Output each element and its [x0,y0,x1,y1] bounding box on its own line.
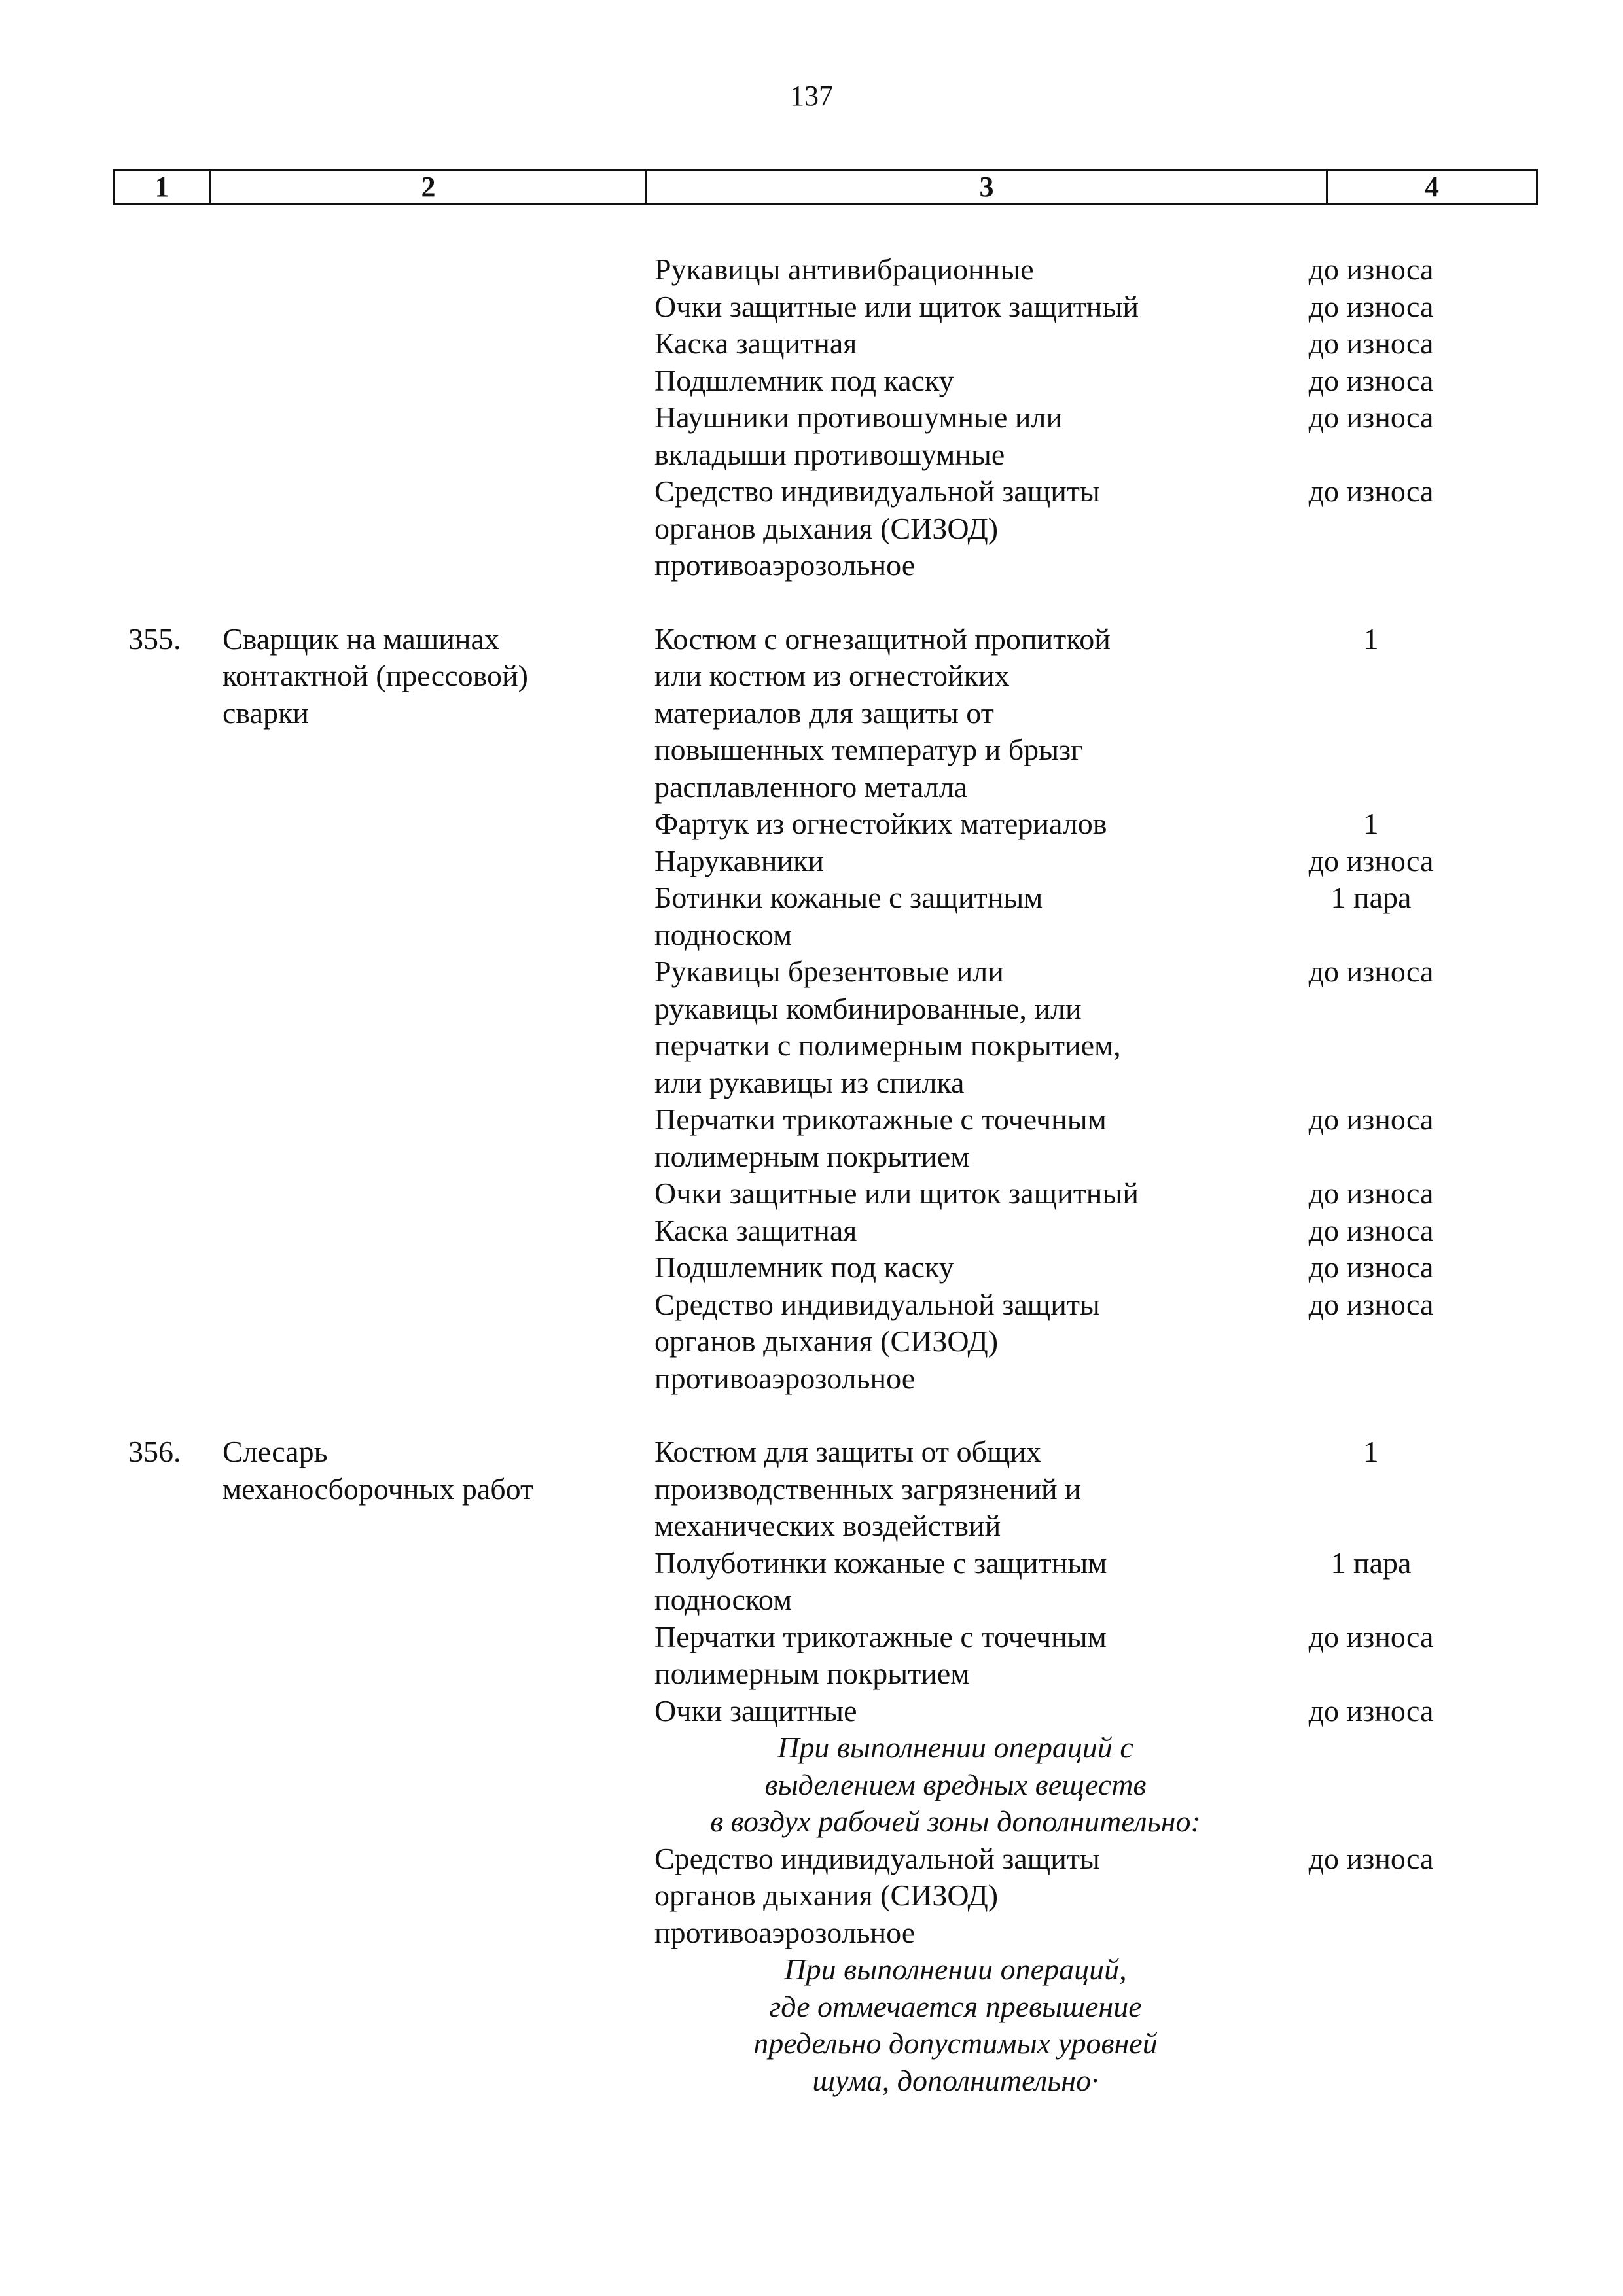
ppe-item-line: перчатки с полимерным покрытием, [654,1029,1121,1062]
table-row [0,1545,1623,1619]
ppe-norm: до износа [1308,1213,1434,1247]
table-row [0,1286,1623,1398]
ppe-item [654,399,1230,473]
ppe-item-line: Фартук из огнестойких материалов [654,807,1107,840]
ppe-norm: до износа [1308,955,1434,988]
ppe-item-line: Средство индивидуальной защиты [654,1841,1100,1875]
ppe-item-line: Нарукавники [654,843,825,877]
ppe-item-line: Подшлемник под каску [654,363,954,397]
entry-continuation [0,251,1623,584]
ppe-norm: 1 пара [1330,881,1412,914]
ppe-item-line: Рукавицы антивибрационные [654,253,1034,286]
ppe-item-line: Средство индивидуальной защиты [654,1287,1100,1321]
condition-note-line: При выполнении операций с [777,1731,1133,1764]
condition-note-line: предельно допустимых уровней [753,2026,1158,2060]
condition-note-line: шума, дополнительно· [812,2063,1099,2097]
table-row [0,399,1623,473]
table-row [0,1175,1623,1212]
ppe-item-line: Каска защитная [654,327,857,360]
table-row [0,362,1623,400]
condition-note [654,1729,1257,1841]
ppe-item [654,1693,1230,1730]
condition-note-line: в воздух рабочей зоны дополнительно: [710,1805,1201,1838]
ppe-item-line: Наушники противошумные или [654,400,1063,434]
header-col-1: 1 [115,171,211,203]
ppe-item-line: рукавицы комбинированные, или [654,991,1082,1025]
ppe-item-line: Полуботинки кожаные с защитным [654,1545,1107,1580]
ppe-item-line: вкладыши противошумные [654,437,1005,471]
ppe-item [654,251,1230,289]
profession-line: сварки [223,696,309,730]
ppe-item [654,473,1230,584]
ppe-norm: до износа [1308,474,1434,508]
header-col-3: 3 [647,171,1328,203]
table-row [0,953,1623,1101]
profession-name [223,1434,628,1508]
profession-line: механосборочных работ [223,1472,534,1506]
header-col-2: 2 [211,171,647,203]
ppe-item [654,362,1230,400]
ppe-item-line: Подшлемник под каску [654,1250,954,1284]
profession-line: Слесарь [223,1435,328,1468]
ppe-item-line: полимерным покрытием [654,1139,970,1173]
ppe-item-line: Перчатки трикотажные с точечным [654,1619,1107,1653]
entry-355 [0,621,1623,1398]
ppe-item [654,1286,1230,1398]
ppe-item-line: Очки защитные или щиток защитный [654,289,1139,323]
header-col-4: 4 [1425,171,1439,203]
table-row [0,251,1623,289]
table-header [113,169,1538,205]
table-row [0,805,1623,843]
ppe-item-line: Костюм для защиты от общих [654,1435,1042,1468]
ppe-norm: до износа [1308,1693,1434,1727]
ppe-norm: до износа [1308,363,1434,397]
ppe-item [654,805,1230,843]
table-row [0,1619,1623,1693]
ppe-item-line: Рукавицы брезентовые или [654,955,1004,988]
table-row [0,879,1623,953]
ppe-item-line: производственных загрязнений и [654,1472,1081,1506]
table-row [0,843,1623,880]
ppe-item-line: повышенных температур и брызг [654,733,1084,766]
ppe-item-line: противоаэрозольное [654,548,916,582]
ppe-item-line: материалов для защиты от [654,696,994,730]
ppe-item-line: подноском [654,1583,793,1616]
ppe-item [654,1841,1230,1952]
ppe-norm: до износа [1308,400,1434,434]
ppe-item-line: органов дыхания (СИЗОД) [654,1324,999,1358]
ppe-item-line: расплавленного металла [654,769,968,804]
ppe-norm: 1 [1363,622,1379,656]
ppe-norm: до износа [1308,289,1434,323]
ppe-item-line: Очки защитные или щиток защитный [654,1176,1139,1210]
ppe-item [654,325,1230,362]
ppe-norm: до износа [1308,327,1434,360]
table-body [0,251,1623,2099]
ppe-norm: до износа [1308,1250,1434,1284]
ppe-item [654,843,1230,880]
profession-line: контактной (прессовой) [223,659,528,692]
condition-note-line: При выполнении операций, [784,1952,1127,1986]
ppe-norm: до износа [1308,1176,1434,1210]
ppe-item-line: Перчатки трикотажные с точечным [654,1103,1107,1136]
ppe-norm: 1 [1363,1435,1379,1468]
ppe-norm: до износа [1308,1619,1434,1653]
ppe-norm: 1 [1363,807,1379,840]
ppe-item [654,1101,1230,1175]
ppe-item [654,1212,1230,1250]
ppe-item-line: или костюм из огнестойких [654,659,1010,692]
table-row [0,1101,1623,1175]
ppe-item-line: Очки защитные [654,1693,857,1727]
ppe-item-line: механических воздействий [654,1509,1001,1542]
table-row [0,1212,1623,1250]
ppe-item [654,1545,1230,1619]
ppe-norm: до износа [1308,1287,1434,1321]
ppe-item-line: полимерным покрытием [654,1657,970,1690]
ppe-item-line: органов дыхания (СИЗОД) [654,1879,999,1912]
ppe-item [654,1434,1230,1545]
ppe-item-line: противоаэрозольное [654,1915,916,1949]
ppe-item [654,879,1230,953]
ppe-item-line: подноском [654,917,793,951]
ppe-item-line: Каска защитная [654,1213,857,1247]
ppe-item [654,1175,1230,1212]
condition-note-line: выделением вредных веществ [764,1767,1147,1801]
entry-number: 355. [128,622,181,656]
ppe-item-line: органов дыхания (СИЗОД) [654,511,999,545]
table-row [0,1841,1623,1952]
ppe-item-line: Ботинки кожаные с защитным [654,881,1043,914]
ppe-norm: до износа [1308,1841,1434,1875]
ppe-item-line: или рукавицы из спилка [654,1065,965,1099]
ppe-item [654,621,1230,806]
ppe-norm: 1 пара [1330,1545,1412,1580]
ppe-item [654,289,1230,326]
profession-line: Сварщик на машинах [223,622,499,656]
table-row [0,1693,1623,1730]
ppe-norm: до износа [1308,253,1434,286]
page-number: 137 [790,80,833,112]
entry-number: 356. [128,1435,181,1468]
ppe-item [654,1249,1230,1286]
condition-note [654,1951,1257,2099]
ppe-item [654,953,1230,1101]
table-row [0,325,1623,362]
ppe-item-line: противоаэрозольное [654,1361,916,1395]
ppe-item [654,1619,1230,1693]
condition-note-line: где отмечается превышение [769,1989,1142,2023]
profession-name [223,621,628,732]
ppe-norm: до износа [1308,843,1434,877]
table-row [0,1249,1623,1286]
ppe-item-line: Средство индивидуальной защиты [654,474,1100,508]
ppe-item-line: Костюм с огнезащитной пропиткой [654,622,1111,656]
ppe-norm: до износа [1308,1103,1434,1136]
entry-356 [0,1434,1623,2099]
table-row [0,473,1623,584]
table-row [0,289,1623,326]
